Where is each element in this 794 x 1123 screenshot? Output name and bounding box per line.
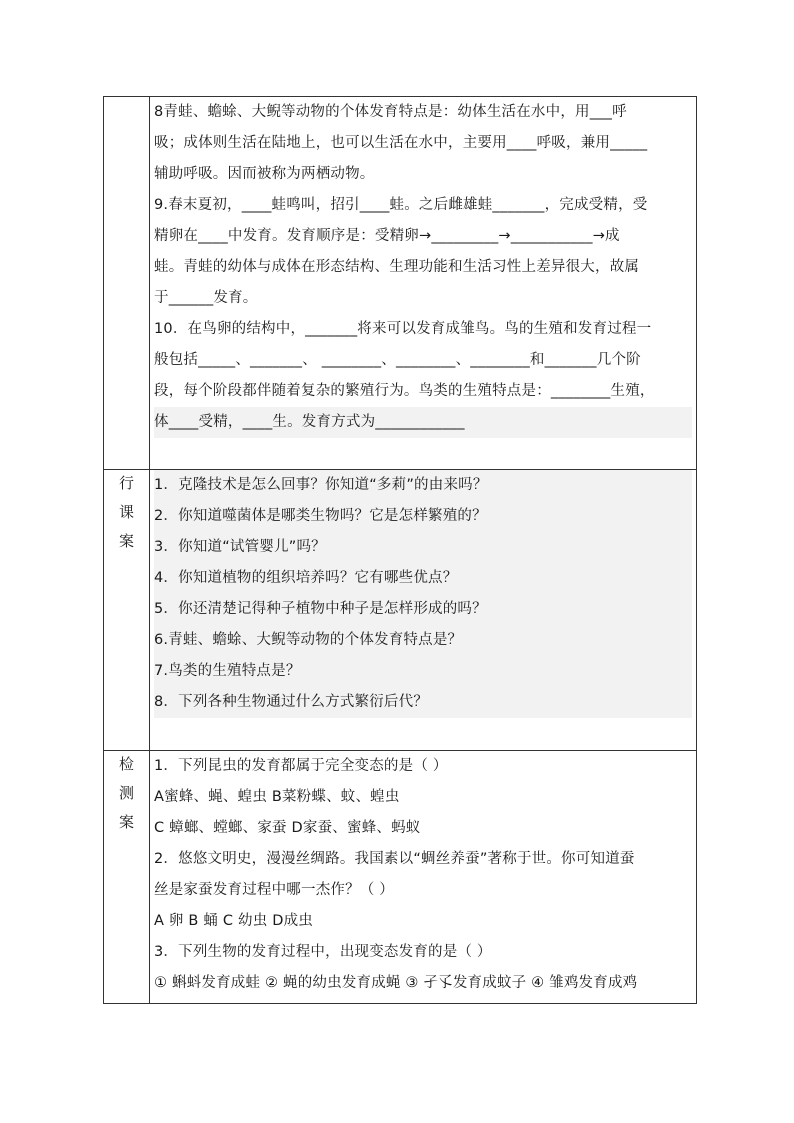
question-line: 3．你知道“试管婴儿”吗？ (154, 532, 692, 563)
question-line: 丝是家蚕发育过程中哪一杰作？（ ） (154, 882, 395, 898)
blank-space (154, 718, 692, 746)
section-content-cell (150, 751, 697, 1004)
test-questions (150, 751, 696, 1003)
text-line: 体____受精，____生。发育方式为____________ (154, 407, 692, 438)
text-line: 段，每个阶段都伴随着复杂的繁殖行为。鸟类的生殖特点是：________生殖， (154, 383, 655, 399)
label-char: 测 (118, 784, 134, 802)
section-content-cell (150, 470, 697, 751)
section-content-cell (150, 97, 697, 470)
text-line: 精卵在____中发育。发育顺序是：受精卵→_________→___________→成 (154, 228, 620, 244)
question-line: 5．你还清楚记得种子植物中种子是怎样形成的吗？ (154, 594, 692, 625)
text-line: 10．在鸟卵的结构中，_______将来可以发育成雏鸟。鸟的生殖和发育过程一 (154, 321, 652, 337)
text-line: 蛙。青蛙的幼体与成体在形态结构、生理功能和生活习性上差异很大，故属 (154, 259, 640, 275)
question-line: 3．下列生物的发育过程中，出现变态发育的是（ ） (154, 944, 492, 960)
text-line: 9.春末夏初，____蛙鸣叫，招引____蛙。之后雌雄蛙_______，完成受精，受 (154, 197, 648, 213)
label-char: 案 (118, 532, 134, 550)
question-line: 4．你知道植物的组织培养吗？它有哪些优点？ (154, 563, 692, 594)
text-line: 于______发育。 (154, 290, 258, 306)
section-label-cell (104, 97, 150, 470)
label-char: 案 (118, 813, 134, 831)
section-label-practice (104, 470, 149, 554)
blank-space (154, 438, 692, 466)
worksheet-table (103, 96, 697, 1004)
practice-questions (150, 470, 696, 750)
question-line: 2．你知道噬菌体是哪类生物吗？它是怎样繁殖的？ (154, 501, 692, 532)
section-label-cell (104, 470, 150, 751)
section-row-test (104, 751, 697, 1004)
text-line: 般包括_____、_______、 ________、________、________和_______几个阶 (154, 352, 641, 368)
label-char: 检 (118, 755, 134, 773)
knowledge-content (150, 97, 696, 469)
option-line: A 卵 B 蛹 C 幼虫 D成虫 (154, 913, 314, 929)
option-line: ① 蝌蚪发育成蛙 ② 蝇的幼虫发育成蝇 ③ 孑孓发育成蚊子 ④ 雏鸡发育成鸡 (154, 975, 638, 991)
option-line: A蜜蜂、蝇、蝗虫 B菜粉蝶、蚊、蝗虫 (154, 789, 400, 805)
question-line: 7.鸟类的生殖特点是？ (154, 656, 692, 687)
option-line: C 蟑螂、螳螂、家蚕 D家蚕、蜜蜂、蚂蚁 (154, 820, 421, 836)
question-line: 1．下列昆虫的发育都属于完全变态的是（ ） (154, 758, 448, 774)
question-line: 6.青蛙、蟾蜍、大鲵等动物的个体发育特点是？ (154, 625, 692, 656)
text-line: 吸；成体则生活在陆地上，也可以生活在水中，主要用____呼吸，兼用_____ (154, 135, 648, 151)
question-line: 2．悠悠文明史，漫漫丝绸路。我国素以“蜩丝养蚕”著称于世。你可知道蚕 (154, 851, 635, 867)
question-line: 1．克隆技术是怎么回事？你知道“多莉”的由来吗？ (154, 470, 692, 501)
section-row-practice (104, 470, 697, 751)
text-line: 8青蛙、蟾蜍、大鲵等动物的个体发育特点是：幼体生活在水中，用___呼 (154, 104, 627, 120)
label-char: 课 (118, 503, 134, 521)
section-row-knowledge (104, 97, 697, 470)
label-char: 行 (118, 474, 134, 492)
question-line: 8．下列各种生物通过什么方式繁衍后代？ (154, 687, 692, 718)
section-label-cell (104, 751, 150, 1004)
text-line: 辅助呼吸。因而被称为两栖动物。 (154, 166, 375, 182)
section-label-test (104, 751, 149, 835)
